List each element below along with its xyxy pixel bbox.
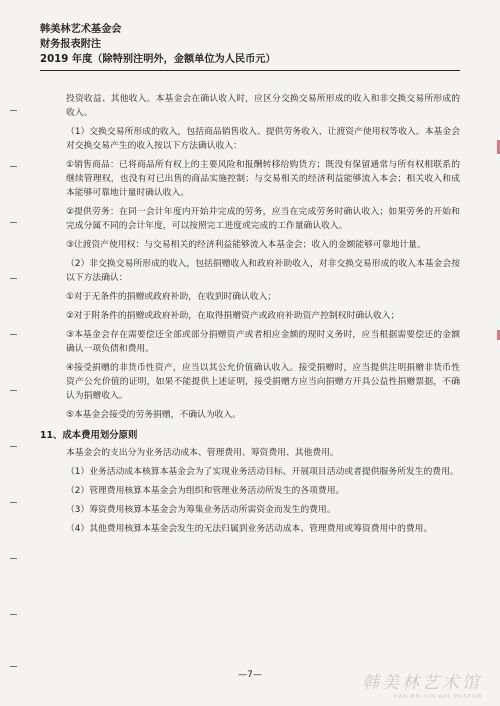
- margin-tick: [10, 390, 17, 391]
- margin-tick: [10, 334, 17, 335]
- watermark-en: HAN MEI LIN ART MUSEUM: [393, 694, 482, 700]
- expense-intro: 本基金会的支出分为业务活动成本、管理费用、筹资费用、其他费用。: [66, 448, 339, 458]
- margin-ticks: [10, 110, 18, 670]
- margin-tick: [10, 110, 17, 111]
- service-donations: ⑤本基金会接受的劳务捐赠，不确认为收入。: [66, 410, 242, 420]
- margin-tick: [10, 166, 17, 167]
- year-note: 2019 年度（除特别注明外，金额单位为人民币元）: [40, 54, 276, 65]
- watermark-cn: 韩美林艺术馆: [362, 673, 482, 693]
- expense-item: （2）管理费用核算本基金会为组织和管理业务活动所发生的各项费用。: [66, 486, 345, 496]
- page-number: —7—: [238, 670, 262, 680]
- margin-tick: [10, 502, 17, 503]
- doc-title: 财务报表附注: [40, 39, 102, 50]
- expense-item: （4）其他费用核算本基金会发生的无法归属到业务活动成本、管理费用或筹资费用中的费用。: [66, 524, 433, 534]
- expense-item: （1）业务活动成本核算本基金会为了实现业务活动目标、开展项目活动或者提供服务所发生的费用。: [66, 467, 459, 477]
- rendering-services: ②提供劳务：在同一会计年度内开始并完成的劳务，应当在完成劳务时确认收入；如果劳务的开始和完成分属不同的会计年度，可以按照完工进度或完成的工作量确认收入。: [66, 207, 460, 231]
- revenue-continuation: 投资收益、其他收入。本基金会在确认收入时，应区分交换交易所形成的收入和非交换交易所形成的收入。: [66, 94, 460, 118]
- margin-tick: [10, 558, 17, 559]
- header-divider: [40, 70, 460, 71]
- margin-tick: [10, 666, 17, 667]
- notes-body: [40, 92, 460, 541]
- expense-item: （3）筹资费用核算本基金会为筹集业务活动所需资金而发生的费用。: [66, 505, 336, 515]
- margin-tick: [10, 278, 17, 279]
- exchange-revenue-intro: （1）交换交易所形成的收入，包括商品销售收入、提供劳务收入、让渡资产使用权等收入。本基金会对交换交易产生的收入按以下方法确认收入：: [66, 127, 460, 151]
- margin-tick: [10, 614, 17, 615]
- unconditional-donations: ①对于无条件的捐赠或政府补助，在收到时确认收入；: [66, 292, 277, 302]
- margin-tick: [10, 446, 17, 447]
- repayment-obligation: ③本基金会存在需要偿还全部或部分捐赠资产或者相应金额的现时义务时，应当根据需要偿还的金额确认一项负债和费用。: [66, 330, 460, 354]
- conditional-donations: ②对于附条件的捐赠或政府补助，在取得捐赠资产或政府补助资产控制权时确认收入；: [66, 311, 400, 321]
- transfer-of-use-rights: ③让渡资产使用权：与交易相关的经济利益能够流入本基金会；收入的金额能够可靠地计量。: [66, 240, 426, 250]
- museum-watermark: [332, 668, 482, 700]
- section-11-heading: 11、成本费用划分原则: [40, 430, 138, 441]
- margin-tick: [10, 222, 17, 223]
- org-name: 韩美林艺术基金会: [40, 24, 122, 35]
- sales-of-goods: ①销售商品：已将商品所有权上的主要风险和报酬转移给购货方；既没有保留通常与所有权相联系的继续管理权，也没有对已出售的商品实施控制；与交易相关的经济利益能够流入本会；相关收入和成本能够可靠地计量时确认收入。: [66, 160, 460, 198]
- non-exchange-revenue-intro: （2）非交换交易所形成的收入，包括捐赠收入和政府补助收入，对非交换交易形成的收入本基金会按以下方法确认：: [66, 259, 460, 283]
- report-header: [40, 22, 460, 71]
- non-monetary-donations: ④接受捐赠的非货币性资产，应当以其公允价值确认收入。接受捐赠时，应当提供注明捐赠非货币性资产公允价值的证明，如果不能提供上述证明，接受捐赠方应当向捐赠方开具公益性捐赠票据，不确认为捐赠收入。: [66, 363, 460, 401]
